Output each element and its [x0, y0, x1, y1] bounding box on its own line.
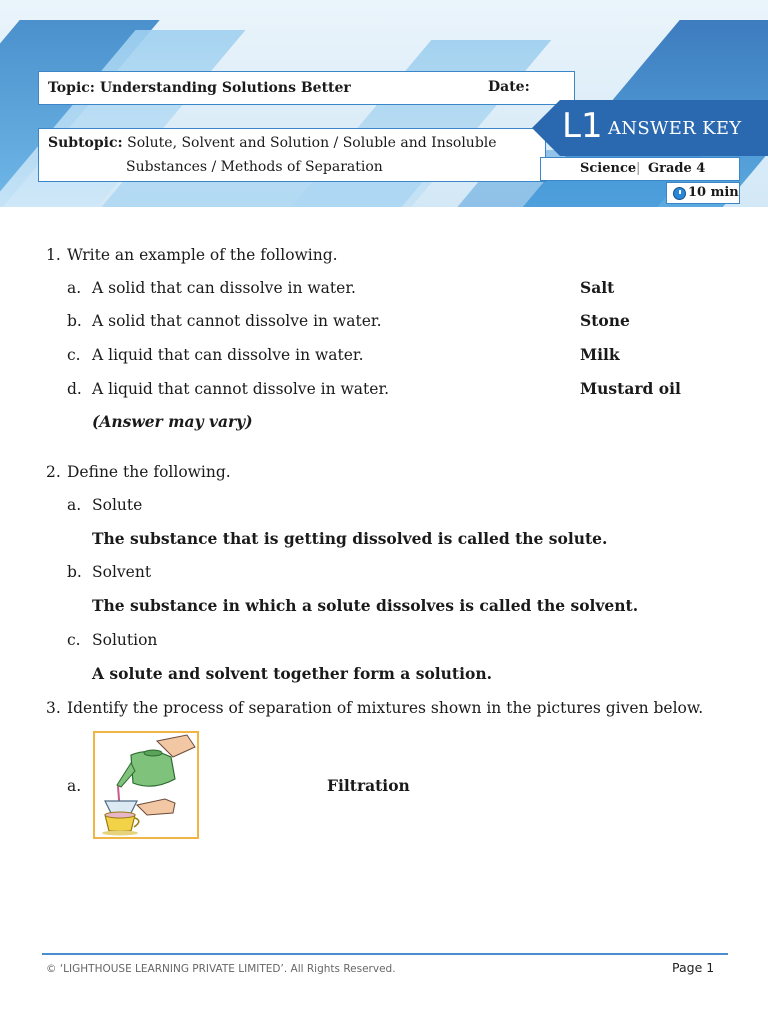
answer-key-band-tip	[532, 100, 560, 156]
footer-divider	[42, 953, 728, 955]
q1-item-letter: b.	[67, 312, 82, 330]
subtopic-line-2: Substances / Methods of Separation	[126, 159, 383, 175]
level-label: L1	[562, 106, 603, 146]
answer-key-label: ANSWER KEY	[608, 118, 742, 139]
q2-item-answer: The substance in which a solute dissolves is called the solvent.	[92, 596, 639, 615]
q1-note: (Answer may vary)	[92, 412, 253, 431]
page-number: Page 1	[672, 960, 715, 975]
filtration-illustration	[95, 733, 197, 837]
q1-item-answer: Milk	[580, 345, 620, 364]
q1-number: 1.	[46, 246, 61, 264]
q3-prompt: Identify the process of separation of mixtures shown in the pictures given below.	[67, 699, 704, 717]
q1-item-letter: c.	[67, 346, 81, 364]
footer-copyright: © ‘LIGHTHOUSE LEARNING PRIVATE LIMITED’. All Rights Reserved.	[46, 963, 396, 975]
subtopic-line-1: Solute, Solvent and Solution / Soluble and Insoluble	[122, 135, 497, 151]
q1-item-text: A solid that cannot dissolve in water.	[92, 312, 382, 330]
q2-item-letter: a.	[67, 496, 82, 514]
subject-label: Science	[580, 161, 637, 176]
q1-item-answer: Stone	[580, 311, 630, 330]
q2-item-term: Solute	[92, 496, 143, 514]
q1-prompt: Write an example of the following.	[67, 246, 338, 264]
q2-item-letter: b.	[67, 563, 82, 581]
q3-item-letter: a.	[67, 777, 82, 795]
q2-item-answer: The substance that is getting dissolved is called the solute.	[92, 529, 608, 548]
q2-number: 2.	[46, 463, 61, 481]
q1-item-text: A liquid that cannot dissolve in water.	[92, 380, 390, 398]
subject-grade-separator: |	[636, 161, 641, 176]
q2-item-answer: A solute and solvent together form a solution.	[92, 664, 492, 683]
subtopic-label: Subtopic:	[48, 135, 123, 151]
q2-prompt: Define the following.	[67, 463, 231, 481]
topic-title: Topic: Understanding Solutions Better	[48, 80, 351, 96]
q1-item-text: A liquid that can dissolve in water.	[92, 346, 364, 364]
worksheet-header	[0, 0, 768, 207]
q1-item-answer: Mustard oil	[580, 379, 681, 398]
q3-item-answer: Filtration	[327, 776, 410, 795]
q1-item-text: A solid that can dissolve in water.	[92, 279, 356, 297]
q3-number: 3.	[46, 699, 61, 717]
subtopic-text	[48, 135, 497, 151]
time-label: 10 min	[688, 185, 739, 200]
grade-label: Grade 4	[648, 161, 706, 176]
q1-item-answer: Salt	[580, 278, 615, 297]
q1-item-letter: d.	[67, 380, 82, 398]
filtration-picture	[93, 731, 199, 839]
q1-item-letter: a.	[67, 279, 82, 297]
q2-item-term: Solvent	[92, 563, 152, 581]
date-label: Date:	[488, 79, 530, 95]
q2-item-term: Solution	[92, 631, 158, 649]
clock-icon	[673, 187, 686, 200]
q2-item-letter: c.	[67, 631, 81, 649]
